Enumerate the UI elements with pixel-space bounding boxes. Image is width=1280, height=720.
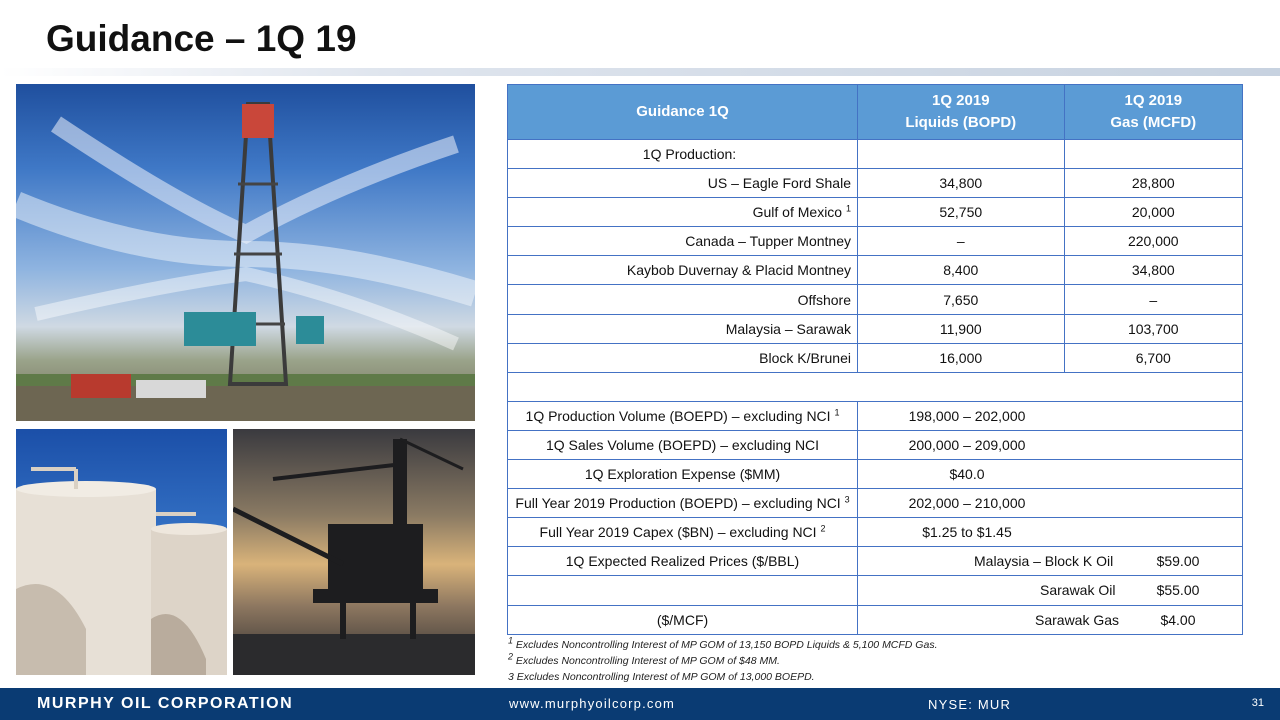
- page-title: Guidance – 1Q 19: [46, 18, 357, 59]
- footnote-ref: 3: [844, 494, 850, 505]
- price-label: 1Q Expected Realized Prices ($/BBL): [508, 547, 858, 576]
- liquids-value: 8,400: [858, 256, 1065, 285]
- guidance-label: Full Year 2019 Capex ($BN) – excluding NCI $^2$: [508, 518, 858, 547]
- price-product: Sarawak Oil: [1040, 582, 1116, 599]
- header-gas: [1064, 85, 1242, 140]
- price-label: [508, 576, 858, 605]
- offshore-platform-photo: [233, 429, 475, 675]
- table-row: [508, 576, 1243, 605]
- production-section-label: 1Q Production:: [508, 140, 858, 169]
- header-liquids-line2: Liquids (BOPD): [905, 114, 1017, 131]
- guidance-value: 200,000 – 209,000: [858, 430, 1243, 459]
- footnote-ref: 2: [820, 523, 826, 534]
- table-row: [508, 198, 1243, 227]
- price-value: $59.00: [1156, 553, 1200, 570]
- row-label: Block K/Brunei: [508, 343, 858, 372]
- liquids-value: 16,000: [858, 343, 1065, 372]
- table-row: [508, 227, 1243, 256]
- table-header-row: [508, 85, 1243, 140]
- table-row: [508, 430, 1243, 459]
- table-row: [508, 605, 1243, 634]
- gas-value: 20,000: [1064, 198, 1242, 227]
- footer-bar: [0, 688, 1280, 720]
- table-row: [508, 547, 1243, 576]
- liquids-value: 11,900: [858, 314, 1065, 343]
- row-label: Malaysia – Sarawak: [508, 314, 858, 343]
- price-product: Sarawak Gas: [1035, 611, 1120, 628]
- row-label: Gulf of Mexico $^1$: [508, 198, 858, 227]
- guidance-label: 1Q Sales Volume (BOEPD) – excluding NCI: [508, 430, 858, 459]
- price-product: Malaysia – Block K Oil: [974, 553, 1114, 570]
- footnote-1: $^1$ Excludes Noncontrolling Interest of MP GOM of 13,150 BOPD Liquids & 5,100 MCFD Gas.: [508, 635, 938, 651]
- table-row: [508, 256, 1243, 285]
- footnote-3: 3 Excludes Noncontrolling Interest of MP GOM of 13,000 BOEPD.: [508, 671, 815, 683]
- guidance-label: Full Year 2019 Production (BOEPD) – excluding NCI $^3$: [508, 489, 858, 518]
- footnotes: [508, 637, 937, 685]
- table-row: [508, 401, 1243, 430]
- header-liquids: [858, 85, 1065, 140]
- guidance-label: 1Q Exploration Expense ($MM): [508, 460, 858, 489]
- price-cell: [858, 605, 1243, 634]
- page-number: 31: [1251, 697, 1264, 709]
- header-guidance: Guidance 1Q: [508, 85, 858, 140]
- guidance-value: $40.0: [858, 460, 1243, 489]
- price-cell: [858, 576, 1243, 605]
- title-divider: [0, 68, 1280, 76]
- footnote-ref: 1: [845, 203, 851, 214]
- gas-value: 34,800: [1064, 256, 1242, 285]
- table-row-empty: [508, 372, 1243, 401]
- price-cell: [858, 547, 1243, 576]
- gas-value: 220,000: [1064, 227, 1242, 256]
- table-row: [508, 489, 1243, 518]
- row-label: US – Eagle Ford Shale: [508, 169, 858, 198]
- table-row: [508, 314, 1243, 343]
- price-value: $55.00: [1156, 582, 1200, 599]
- table-row: [508, 343, 1243, 372]
- row-label: Kaybob Duvernay & Placid Montney: [508, 256, 858, 285]
- guidance-label: 1Q Production Volume (BOEPD) – excluding NCI $^1$: [508, 401, 858, 430]
- gas-value: 28,800: [1064, 169, 1242, 198]
- footnote-2: $^2$ Excludes Noncontrolling Interest of MP GOM of $48 MM.: [508, 651, 780, 667]
- guidance-value: $1.25 to $1.45: [858, 518, 1243, 547]
- guidance-value: 202,000 – 210,000: [858, 489, 1243, 518]
- price-value: $4.00: [1160, 611, 1196, 628]
- guidance-value: 198,000 – 202,000: [858, 401, 1243, 430]
- storage-tanks-photo: [16, 429, 227, 675]
- liquids-value: –: [858, 227, 1065, 256]
- header-gas-line2: Gas (MCFD): [1110, 114, 1197, 131]
- drilling-rig-photo: [16, 84, 475, 421]
- gas-value: 6,700: [1064, 343, 1242, 372]
- liquids-value: 7,650: [858, 285, 1065, 314]
- header-liquids-line1: 1Q 2019: [931, 92, 990, 109]
- liquids-value: 52,750: [858, 198, 1065, 227]
- table-row: [508, 169, 1243, 198]
- gas-value: –: [1064, 285, 1242, 314]
- guidance-table: [507, 84, 1243, 635]
- table-row: [508, 460, 1243, 489]
- price-label: ($/MCF): [508, 605, 858, 634]
- table-row: [508, 285, 1243, 314]
- company-name: MURPHY OIL CORPORATION: [37, 695, 294, 712]
- website-link[interactable]: www.murphyoilcorp.com: [509, 696, 676, 711]
- table-row: [508, 518, 1243, 547]
- header-gas-line1: 1Q 2019: [1124, 92, 1183, 109]
- row-label: Offshore: [508, 285, 858, 314]
- liquids-value: 34,800: [858, 169, 1065, 198]
- table-row: [508, 140, 1243, 169]
- stock-ticker: NYSE: MUR: [928, 697, 1012, 712]
- gas-value: 103,700: [1064, 314, 1242, 343]
- footnote-ref: 1: [834, 407, 840, 418]
- row-label: Canada – Tupper Montney: [508, 227, 858, 256]
